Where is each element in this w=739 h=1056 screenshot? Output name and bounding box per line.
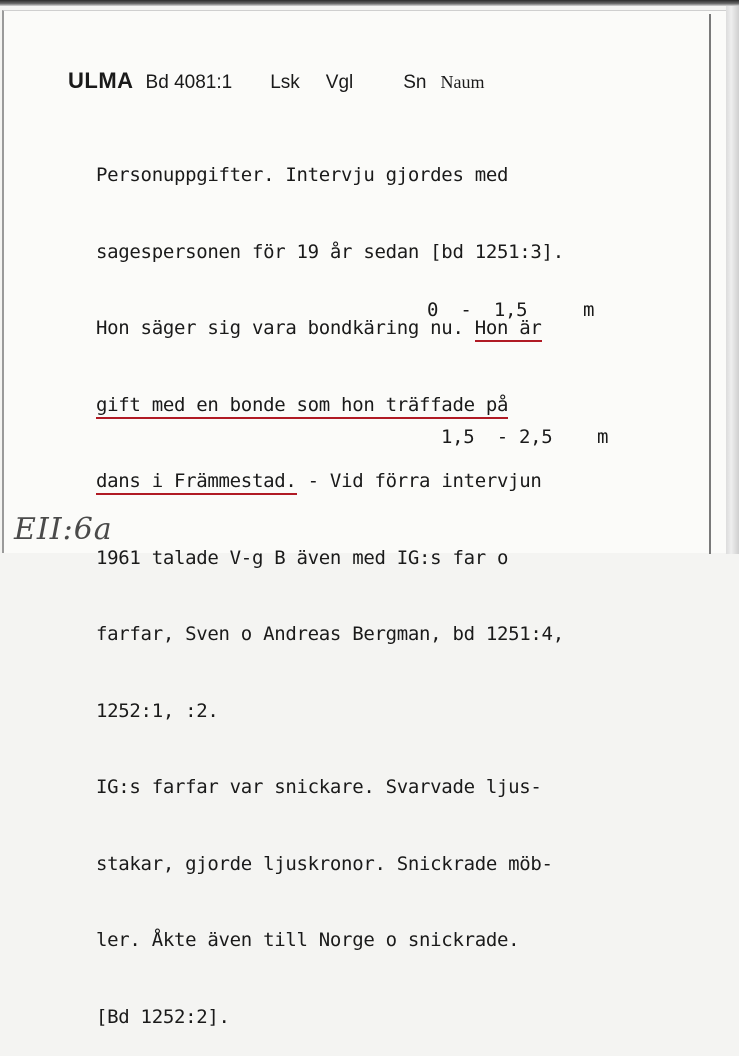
socken-value: Naum [440, 72, 485, 92]
measurement-range-1: 0 - 1,5 m [427, 299, 595, 321]
text-line: farfar, Sven o Andreas Bergman, bd 1251:4, [96, 623, 564, 645]
socken-label: Sn [403, 72, 427, 93]
card-header [68, 68, 484, 94]
typed-text-block [96, 112, 564, 1056]
handwritten-note: EII:6a [14, 512, 113, 547]
card-edge-line [709, 14, 711, 554]
text-line: stakar, gjorde ljuskronor. Snickrade möb- [96, 852, 553, 875]
underlined-text: gift med en bonde som hon träffade på [96, 394, 508, 419]
text-line: Personuppgifter. Intervju gjordes med [96, 164, 509, 186]
measurement-range-2: 1,5 - 2,5 m [441, 426, 609, 448]
underlined-text: dans i Främmestad. [96, 470, 297, 495]
text-line: sagespersonen för 19 år sedan [bd 1251:3]. [96, 240, 564, 263]
text-segment: Hon säger sig vara bondkäring nu. [96, 317, 475, 339]
underlined-text: Hon är [475, 317, 542, 342]
text-line: IG:s farfar var snickare. Svarvade ljus- [96, 776, 542, 798]
archive-name: ULMA [68, 68, 134, 93]
text-line: ler. Åkte även till Norge o snickrade. [96, 929, 520, 951]
text-line: 1961 talade V-g B även med IG:s far o [96, 546, 509, 569]
scan-edge-right [726, 6, 739, 554]
landskap-value: Vgl [325, 72, 354, 93]
landskap-label: Lsk [270, 72, 300, 93]
text-line: [Bd 1252:2]. [96, 1005, 230, 1028]
text-line [96, 469, 564, 495]
scan-edge-top [0, 0, 739, 6]
volume-reference: Bd 4081:1 [145, 72, 233, 93]
text-line [96, 393, 564, 419]
text-line: 1252:1, :2. [96, 699, 219, 722]
text-segment: - Vid förra intervjun [296, 470, 542, 492]
